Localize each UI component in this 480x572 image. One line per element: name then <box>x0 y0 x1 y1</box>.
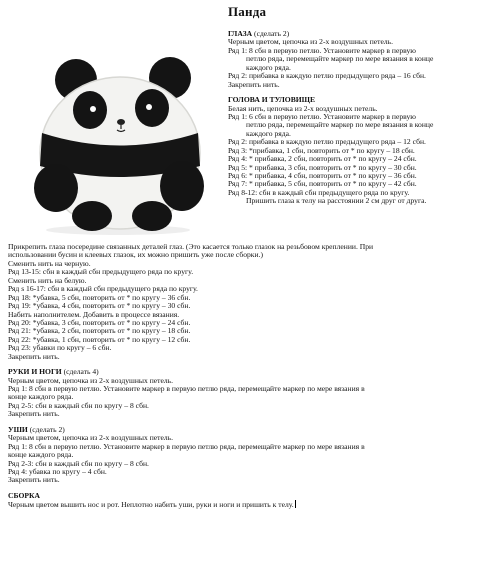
text-line: Черным цветом, цепочка из 2-х воздушных петель. <box>228 37 394 47</box>
eyes-note: (сделать 2) <box>254 29 290 38</box>
ears-heading: УШИ <box>8 424 28 434</box>
text-line: Ряд 4: убавка по кругу – 4 сбн. <box>8 466 107 476</box>
text-line: Сменить нить на белую. <box>8 275 87 285</box>
assembly-text-line[interactable] <box>8 500 476 508</box>
text-line: конце каждого ряда. <box>8 450 74 460</box>
text-line: Ряд 6: * прибавка, 4 сбн, повторить от * по кругу – 36 сбн. <box>228 171 417 180</box>
text-line: Ряд 20: *убавка, 3 сбн, повторить от * по кругу – 24 сбн. <box>8 317 191 327</box>
assembly-text: Черным цветом вышить нос и рот. Неплотно набить уши, руки и ноги и пришить к телу. <box>8 500 294 510</box>
text-line: Ряд 4: * прибавка, 2 сбн, повторить от * по кругу – 24 сбн. <box>228 154 417 164</box>
text-line: Ряд 7: * прибавка, 5 сбн, повторить от * по кругу – 42 сбн. <box>228 179 417 189</box>
text-line: каждого ряда. <box>246 128 291 138</box>
text-line: Ряд 1: 8 сбн в первую петлю. Установите маркер в первую петлю ряда, перемещайте маркер по мере вязания в <box>8 384 365 393</box>
text-line: Ряд 21: *убавка, 2 сбн, повторить от * по кругу – 18 сбн. <box>8 326 191 336</box>
text-line: конце каждого ряда. <box>8 392 74 402</box>
text-line: Ряд 1: 6 сбн в первую петлю. Установите маркер в первую <box>228 111 416 121</box>
ears-note: (сделать 2) <box>29 424 65 434</box>
text-line: Прикрепить глаза посередине связанных деталей глаз. (Это касается только глазок на резьбовом креплении. При <box>8 242 374 251</box>
text-line: Ряд 2-5: сбн в каждый сбн по кругу – 8 сбн. <box>8 400 149 410</box>
text-line: каждого ряда. <box>246 62 291 72</box>
text-line: Ряд 2-3: сбн в каждый сбн по кругу – 8 сбн. <box>8 458 149 468</box>
recipe-right-column <box>228 30 476 206</box>
text-line: Ряд 3: *прибавка, 1 сбн, повторить от * по кругу – 18 сбн. <box>228 145 415 155</box>
text-line: использовании бусин и клеевых глазок, их можно пришить уже после сборки.) <box>8 250 263 260</box>
text-line: Ряд 22: *убавка, 1 сбн, повторить от * по кругу – 12 сбн. <box>8 334 191 344</box>
text-cursor <box>295 500 296 508</box>
text-line: Ряд 8-12: сбн в каждый сбн предыдущего ряда по кругу. <box>228 187 410 197</box>
text-line: петлю ряда, перемещайте маркер по мере вязания в конце <box>246 120 434 130</box>
text-line: Белая нить, цепочка из 2-х воздушных петель. <box>228 103 378 113</box>
assembly-heading: СБОРКА <box>8 490 40 500</box>
recipe-full-column <box>8 243 476 509</box>
text-line: Ряд s 16-17: сбн в каждый сбн предыдущего ряда по кругу. <box>8 284 198 294</box>
text-line: Ряд 1: 8 сбн в первую петлю. Установите маркер в первую петлю ряда, перемещайте маркер по мере вязания в <box>8 441 365 451</box>
text-line: Черным цветом, цепочка из 2-х воздушных петель. <box>8 433 174 443</box>
text-line: Черным цветом, цепочка из 2-х воздушных петель. <box>8 375 174 385</box>
eyes-heading: ГЛАЗА <box>228 29 253 38</box>
text-line: Закрепить нить. <box>228 79 280 89</box>
text-line: Ряд 23: убавки по кругу – 6 сбн. <box>8 343 112 353</box>
text-line: Ряд 19: *убавка, 4 сбн, повторить от * по кругу – 30 сбн. <box>8 301 191 311</box>
head-heading: ГОЛОВА И ТУЛОВИЩЕ <box>228 95 316 105</box>
text-line: Ряд 2: прибавка в каждую петлю предыдущего ряда – 12 сбн. <box>228 137 426 147</box>
text-line: Ряд 5: * прибавка, 3 сбн, повторить от * по кругу – 30 сбн. <box>228 162 417 172</box>
text-line: Ряд 2: прибавка в каждую петлю предыдущего ряда – 16 сбн. <box>228 71 426 81</box>
text-line: Ряд 13-15: сбн в каждый сбн предыдущего ряда по кругу. <box>8 267 194 277</box>
text-line: Закрепить нить. <box>8 351 60 361</box>
text-line: Ряд 18: *убавка, 5 сбн, повторить от * по кругу – 36 сбн. <box>8 292 191 302</box>
page-title: Панда <box>228 4 267 19</box>
text-line: петлю ряда, перемещайте маркер по мере вязания в конце <box>246 54 434 64</box>
text-line: Закрепить нить. <box>8 475 60 485</box>
text-line: Набить наполнителем. Добавить в процессе вязания. <box>8 309 180 319</box>
text-line: Пришить глаза к телу на расстоянии 2 см друг от друга. <box>246 196 427 206</box>
text-line: Ряд 1: 8 сбн в первую петлю. Установите маркер в первую <box>228 45 416 55</box>
arms-heading: РУКИ И НОГИ <box>8 367 62 377</box>
arms-note: (сделать 4) <box>63 367 99 377</box>
text-line: Закрепить нить. <box>8 409 60 419</box>
text-line: Сменить нить на черную. <box>8 258 91 268</box>
panda-photo <box>20 38 216 238</box>
